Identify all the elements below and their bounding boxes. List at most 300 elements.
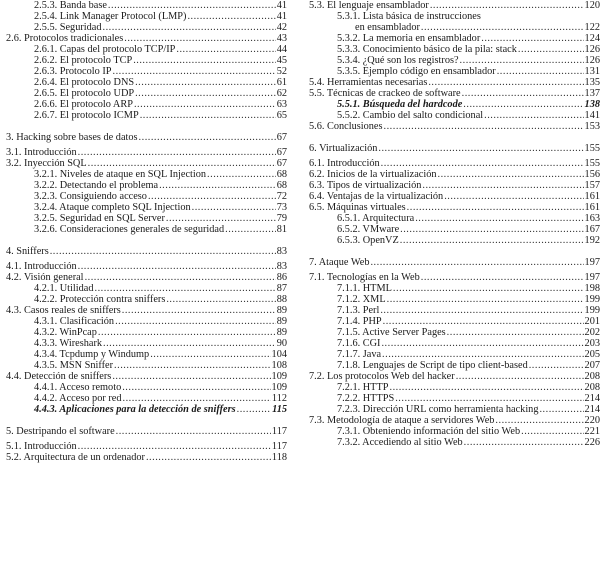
- toc-page-number: 157: [584, 180, 600, 191]
- toc-entry-title: 2.5.4. Link Manager Protocol (LMP): [34, 11, 187, 22]
- dot-leader: [187, 11, 275, 22]
- toc-entry[interactable]: [0, 360, 287, 371]
- toc-entry[interactable]: [303, 121, 600, 132]
- toc-entry-title: 2.6. Protocolos tradicionales: [6, 33, 124, 44]
- toc-entry[interactable]: [303, 316, 600, 327]
- toc-page-number: 141: [584, 110, 600, 121]
- dot-leader: [484, 110, 583, 121]
- toc-chapter-entry[interactable]: [0, 246, 287, 257]
- toc-entry[interactable]: [303, 415, 600, 426]
- dot-leader: [447, 327, 584, 338]
- toc-page-number: 202: [584, 327, 600, 338]
- toc-entry[interactable]: [0, 88, 287, 99]
- toc-entry-title: 5.6. Conclusiones: [309, 121, 383, 132]
- toc-entry[interactable]: [0, 283, 287, 294]
- toc-entry[interactable]: [0, 11, 287, 22]
- toc-entry-title: 7.2.2. HTTPS: [337, 393, 395, 404]
- toc-entry-title: 4.3.1. Clasificación: [34, 316, 115, 327]
- toc-entry[interactable]: [0, 404, 287, 415]
- toc-page-number: 117: [271, 441, 287, 452]
- toc-page-number: 221: [584, 426, 600, 437]
- dot-leader: [381, 158, 584, 169]
- toc-entry-title: 5.5. Técnicas de crackeo de software: [309, 88, 461, 99]
- toc-entry-title: 6.1. Introducción: [309, 158, 380, 169]
- dot-leader: [381, 338, 583, 349]
- toc-entry-title: 2.6.3. Protocolo IP: [34, 66, 112, 77]
- toc-page-number: 135: [584, 77, 600, 88]
- toc-entry-title: 3.2.1. Niveles de ataque en SQL Injection: [34, 169, 207, 180]
- toc-page-number: 214: [584, 393, 600, 404]
- toc-page-number: 52: [276, 66, 287, 77]
- toc-entry[interactable]: [0, 213, 287, 224]
- toc-entry-title: 4. Sniffers: [6, 246, 49, 257]
- toc-entry-title: 4.4. Detección de sniffers: [6, 371, 112, 382]
- toc-page-number: 207: [584, 360, 600, 371]
- dot-leader: [421, 22, 584, 33]
- dot-leader: [383, 316, 584, 327]
- toc-entry-title: 6. Virtualización: [309, 143, 378, 154]
- toc-entry-title: 3.1. Introducción: [6, 147, 77, 158]
- toc-entry-title: 4.1. Introducción: [6, 261, 77, 272]
- toc-chapter-entry[interactable]: [303, 143, 600, 154]
- dot-leader: [114, 360, 271, 371]
- toc-entry-title: 7.3.2. Accediendo al sitio Web: [337, 437, 463, 448]
- toc-entry[interactable]: [303, 294, 600, 305]
- toc-entry[interactable]: [303, 349, 600, 360]
- toc-entry-title: 3.2.4. Ataque completo SQL Injection: [34, 202, 191, 213]
- dot-leader: [140, 110, 276, 121]
- toc-entry[interactable]: [0, 327, 287, 338]
- toc-page-number: 198: [584, 283, 600, 294]
- toc-page-number: 167: [584, 224, 600, 235]
- toc-entry-title: 6.3. Tipos de virtualización: [309, 180, 422, 191]
- toc-page-number: 87: [276, 283, 287, 294]
- dot-leader: [422, 180, 583, 191]
- toc-entry[interactable]: [303, 272, 600, 283]
- toc-page-number: 63: [276, 99, 287, 110]
- toc-entry-title: 5.2. Arquitectura de un ordenador: [6, 452, 145, 463]
- dot-leader: [122, 305, 276, 316]
- dot-leader: [464, 437, 584, 448]
- dot-leader: [438, 169, 584, 180]
- toc-entry-title: 2.6.5. El protocolo UDP: [34, 88, 135, 99]
- toc-page-number: 197: [584, 272, 600, 283]
- toc-entry-title: 4.2.1. Utilidad: [34, 283, 94, 294]
- toc-entry[interactable]: [303, 191, 600, 202]
- dot-leader: [462, 88, 584, 99]
- toc-entry-title: 5.3.4. ¿Qué son los registros?: [337, 55, 459, 66]
- toc-entry-title: 7.3.1. Obteniendo información del sitio Web: [337, 426, 521, 437]
- toc-page-number: 124: [584, 33, 600, 44]
- toc-chapter-entry[interactable]: [0, 426, 287, 437]
- toc-page-number: 155: [584, 143, 600, 154]
- toc-entry[interactable]: [0, 305, 287, 316]
- toc-entry-title: 7.3. Metodología de ataque a servidores Web: [309, 415, 495, 426]
- toc-entry-title: 6.2. Inicios de la virtualización: [309, 169, 437, 180]
- toc-entry-title: 2.5.5. Seguridad: [34, 22, 102, 33]
- dot-leader: [159, 180, 276, 191]
- dot-leader: [98, 327, 276, 338]
- toc-page-number: 205: [584, 349, 600, 360]
- toc-entry-title: 4.2.2. Protección contra sniffers: [34, 294, 166, 305]
- dot-leader: [407, 202, 584, 213]
- dot-leader: [400, 235, 584, 246]
- dot-leader: [378, 143, 583, 154]
- toc-page-number: 161: [584, 191, 600, 202]
- toc-entry-title: 4.3.2. WinPcap: [34, 327, 97, 338]
- toc-entry-title: 4.4.3. Aplicaciones para la detección de sniffers: [34, 404, 236, 415]
- toc-page-number: 197: [584, 257, 600, 268]
- toc-entry-title: 7.1.3. Perl: [337, 305, 380, 316]
- toc-entry-title: 2.6.7. El protocolo ICMP: [34, 110, 139, 121]
- toc-entry-title: 6.5.3. OpenVZ: [337, 235, 399, 246]
- toc-page-number: 72: [276, 191, 287, 202]
- section-spacer: [0, 415, 287, 426]
- toc-page-number: 220: [584, 415, 600, 426]
- toc-entry[interactable]: [0, 99, 287, 110]
- toc-entry[interactable]: [303, 404, 600, 415]
- toc-page-number: 89: [276, 327, 287, 338]
- toc-entry-title: 4.2. Visión general: [6, 272, 84, 283]
- dot-leader: [166, 213, 276, 224]
- dot-leader: [207, 169, 276, 180]
- dot-leader: [384, 121, 584, 132]
- toc-page-number: 68: [276, 169, 287, 180]
- dot-leader: [166, 294, 275, 305]
- dot-leader: [176, 44, 275, 55]
- dot-leader: [370, 257, 583, 268]
- toc-entry-title: 3.2.2. Detectando el problema: [34, 180, 159, 191]
- toc-entry-title: 2.6.2. El protocolo TCP: [34, 55, 133, 66]
- dot-leader: [108, 0, 276, 11]
- dot-leader: [456, 371, 584, 382]
- dot-leader: [481, 33, 583, 44]
- toc-page-number: 108: [271, 360, 287, 371]
- toc-entry[interactable]: [0, 224, 287, 235]
- toc-entry-title: 7.1.1. HTML: [337, 283, 392, 294]
- toc-page-number: 118: [271, 452, 287, 463]
- toc-entry[interactable]: [303, 33, 600, 44]
- toc-entry[interactable]: [303, 283, 600, 294]
- dot-leader: [103, 338, 276, 349]
- toc-entry-title: en ensamblador: [355, 22, 420, 33]
- toc-page-number: 86: [276, 272, 287, 283]
- toc-entry-title: 4.4.1. Acceso remoto: [34, 382, 122, 393]
- toc-entry[interactable]: [0, 349, 287, 360]
- dot-leader: [88, 158, 276, 169]
- toc-entry-title: 4.3.4. Tcpdump y Windump: [34, 349, 150, 360]
- toc-page-number: 81: [276, 224, 287, 235]
- toc-page-number: 214: [584, 404, 600, 415]
- toc-page-number: 45: [276, 55, 287, 66]
- toc-entry[interactable]: [303, 327, 600, 338]
- toc-page-number: 61: [276, 77, 287, 88]
- dot-leader: [400, 224, 583, 235]
- toc-entry[interactable]: [303, 426, 600, 437]
- toc-entry[interactable]: [303, 305, 600, 316]
- toc-page-number: 67: [276, 132, 287, 143]
- toc-page-number: 73: [276, 202, 287, 213]
- dot-leader: [135, 88, 276, 99]
- toc-page-number: 192: [584, 235, 600, 246]
- dot-leader: [539, 404, 583, 415]
- toc-entry[interactable]: [303, 213, 600, 224]
- toc-entry-title: 6.5.1. Arquitectura: [337, 213, 415, 224]
- toc-entry[interactable]: [0, 180, 287, 191]
- dot-leader: [50, 246, 276, 257]
- dot-leader: [225, 224, 276, 235]
- toc-page-number: 109: [271, 371, 287, 382]
- toc-page-number: 120: [584, 0, 600, 11]
- toc-entry-title: 2.6.6. El protocolo ARP: [34, 99, 133, 110]
- toc-page-number: 83: [276, 261, 287, 272]
- dot-leader: [192, 202, 276, 213]
- dot-leader: [103, 22, 276, 33]
- toc-entry[interactable]: [303, 202, 600, 213]
- toc-entry-title: 6.5. Máquinas virtuales: [309, 202, 406, 213]
- toc-entry[interactable]: [303, 393, 600, 404]
- toc-entry-title: 2.6.4. El protocolo DNS: [34, 77, 135, 88]
- toc-entry[interactable]: [303, 371, 600, 382]
- toc-entry[interactable]: [303, 110, 600, 121]
- toc-page-number: 62: [276, 88, 287, 99]
- toc-chapter-entry[interactable]: [303, 257, 600, 268]
- dot-leader: [237, 404, 271, 415]
- dot-leader: [150, 349, 270, 360]
- dot-leader: [495, 415, 583, 426]
- toc-page-number: 83: [276, 246, 287, 257]
- toc-entry[interactable]: [303, 22, 600, 33]
- dot-leader: [390, 382, 584, 393]
- toc-page-number: 163: [584, 213, 600, 224]
- toc-page-number: 122: [584, 22, 600, 33]
- toc-page-number: 155: [584, 158, 600, 169]
- toc-entry[interactable]: [0, 382, 287, 393]
- dot-leader: [387, 294, 584, 305]
- toc-entry[interactable]: [0, 371, 287, 382]
- dot-leader: [529, 360, 584, 371]
- toc-entry-title: 5.3.3. Conocimiento básico de la pila: stack: [337, 44, 517, 55]
- dot-leader: [463, 99, 583, 110]
- toc-page-number: 88: [276, 294, 287, 305]
- toc-entry[interactable]: [0, 147, 287, 158]
- toc-entry-title: 6.5.2. VMware: [337, 224, 400, 235]
- toc-entry[interactable]: [303, 437, 600, 448]
- toc-page-number: 226: [584, 437, 600, 448]
- toc-page-number: 67: [276, 158, 287, 169]
- dot-leader: [78, 441, 271, 452]
- toc-entry[interactable]: [0, 202, 287, 213]
- toc-page-number: 201: [584, 316, 600, 327]
- toc-column-right: [303, 0, 600, 448]
- toc-page-number: 138: [584, 99, 600, 110]
- toc-page-number: 117: [271, 426, 287, 437]
- toc-entry-title: 5.3. El lenguaje ensamblador: [309, 0, 429, 11]
- toc-entry[interactable]: [0, 0, 287, 11]
- toc-entry[interactable]: [0, 44, 287, 55]
- dot-leader: [78, 147, 276, 158]
- toc-entry-title: 3.2. Inyección SQL: [6, 158, 87, 169]
- toc-entry-title: 7.2.1. HTTP: [337, 382, 389, 393]
- toc-page-number: 44: [276, 44, 287, 55]
- dot-leader: [113, 66, 276, 77]
- toc-entry[interactable]: [303, 180, 600, 191]
- toc-entry-title: 5.3.1. Lista básica de instrucciones: [337, 11, 481, 22]
- toc-entry-title: 3. Hacking sobre bases de datos: [6, 132, 138, 143]
- toc-entry[interactable]: [0, 272, 287, 283]
- dot-leader: [444, 191, 583, 202]
- toc-page-number: 89: [276, 316, 287, 327]
- dot-leader: [112, 371, 270, 382]
- toc-column-left: [0, 0, 287, 463]
- toc-page-number: 42: [276, 22, 287, 33]
- toc-entry[interactable]: [303, 11, 600, 22]
- toc-entry-title: 4.3.5. MSN Sniffer: [34, 360, 114, 371]
- dot-leader: [78, 261, 276, 272]
- section-spacer: [0, 235, 287, 246]
- dot-leader: [460, 55, 584, 66]
- toc-entry[interactable]: [303, 44, 600, 55]
- toc-entry-title: 5.3.5. Ejemplo código en ensamblador: [337, 66, 496, 77]
- toc-entry-title: 7.1.5. Active Server Pages: [337, 327, 446, 338]
- dot-leader: [148, 191, 276, 202]
- toc-entry-title: 4.4.2. Acceso por red: [34, 393, 122, 404]
- dot-leader: [497, 66, 584, 77]
- toc-entry[interactable]: [303, 55, 600, 66]
- toc-entry[interactable]: [303, 158, 600, 169]
- toc-page-number: 65: [276, 110, 287, 121]
- toc-entry-title: 3.2.6. Consideraciones generales de seguridad: [34, 224, 225, 235]
- toc-entry-title: 5.5.2. Cambio del salto condicional: [337, 110, 484, 121]
- dot-leader: [123, 393, 271, 404]
- dot-leader: [85, 272, 276, 283]
- toc-entry-title: 7.1. Tecnologías en la Web: [309, 272, 420, 283]
- toc-entry[interactable]: [0, 338, 287, 349]
- dot-leader: [139, 132, 276, 143]
- toc-page-number: 43: [276, 33, 287, 44]
- toc-entry[interactable]: [0, 77, 287, 88]
- toc-entry-title: 2.6.1. Capas del protocolo TCP/IP: [34, 44, 176, 55]
- toc-entry[interactable]: [0, 261, 287, 272]
- dot-leader: [428, 77, 583, 88]
- toc-entry[interactable]: [303, 88, 600, 99]
- toc-entry-title: 5.1. Introducción: [6, 441, 77, 452]
- dot-leader: [95, 283, 276, 294]
- toc-entry-title: 7.2. Los protocolos Web del hacker: [309, 371, 455, 382]
- toc-entry[interactable]: [303, 66, 600, 77]
- toc-entry-title: 3.2.5. Seguridad en SQL Server: [34, 213, 165, 224]
- toc-entry-title: 5. Destripando el software: [6, 426, 115, 437]
- toc-entry-title: 5.5.1. Búsqueda del hardcode: [337, 99, 463, 110]
- toc-chapter-entry[interactable]: [0, 132, 287, 143]
- toc-entry[interactable]: [0, 441, 287, 452]
- toc-page-number: 137: [584, 88, 600, 99]
- section-spacer: [0, 121, 287, 132]
- dot-leader: [415, 213, 583, 224]
- toc-entry-title: 6.4. Ventajas de la virtualización: [309, 191, 444, 202]
- toc-entry-title: 4.3. Casos reales de sniffers: [6, 305, 121, 316]
- toc-entry[interactable]: [0, 169, 287, 180]
- toc-entry[interactable]: [303, 235, 600, 246]
- toc-page-number: 41: [276, 0, 287, 11]
- toc-entry-title: 2.5.3. Banda base: [34, 0, 107, 11]
- toc-entry-title: 7.1.4. PHP: [337, 316, 382, 327]
- toc-page-number: 89: [276, 305, 287, 316]
- toc-entry[interactable]: [0, 316, 287, 327]
- dot-leader: [518, 44, 584, 55]
- toc-page-number: 68: [276, 180, 287, 191]
- toc-page-number: 126: [584, 55, 600, 66]
- dot-leader: [116, 426, 271, 437]
- dot-leader: [122, 382, 270, 393]
- toc-page-number: 131: [584, 66, 600, 77]
- dot-leader: [395, 393, 583, 404]
- dot-leader: [146, 452, 271, 463]
- toc-entry-title: 4.3.3. Wireshark: [34, 338, 103, 349]
- toc-entry-title: 7.1.7. Java: [337, 349, 382, 360]
- toc-entry[interactable]: [0, 158, 287, 169]
- toc-entry-title: 7. Ataque Web: [309, 257, 370, 268]
- toc-entry[interactable]: [0, 33, 287, 44]
- toc-entry[interactable]: [0, 452, 287, 463]
- dot-leader: [134, 99, 276, 110]
- toc-entry-title: 7.1.6. CGI: [337, 338, 381, 349]
- toc-entry[interactable]: [303, 338, 600, 349]
- toc-entry[interactable]: [303, 360, 600, 371]
- dot-leader: [133, 55, 276, 66]
- dot-leader: [124, 33, 275, 44]
- toc-entry-title: 7.1.2. XML: [337, 294, 386, 305]
- toc-page-number: 203: [584, 338, 600, 349]
- dot-leader: [135, 77, 276, 88]
- toc-entry[interactable]: [0, 191, 287, 202]
- toc-entry[interactable]: [303, 99, 600, 110]
- toc-entry-title: 7.2.3. Dirección URL como herramienta hacking: [337, 404, 539, 415]
- toc-entry-title: 7.1.8. Lenguajes de Script de tipo client-based: [337, 360, 528, 371]
- toc-page-number: 199: [584, 294, 600, 305]
- toc-entry[interactable]: [303, 169, 600, 180]
- dot-leader: [421, 272, 584, 283]
- dot-leader: [430, 0, 584, 11]
- section-spacer: [303, 132, 600, 143]
- toc-entry[interactable]: [303, 0, 600, 11]
- toc-page-number: 161: [584, 202, 600, 213]
- toc-page-number: 79: [276, 213, 287, 224]
- dot-leader: [382, 349, 584, 360]
- toc-entry[interactable]: [303, 382, 600, 393]
- toc-entry[interactable]: [303, 77, 600, 88]
- toc-entry[interactable]: [303, 224, 600, 235]
- toc-page-number: 115: [272, 404, 287, 415]
- toc-page-number: 90: [276, 338, 287, 349]
- toc-entry-title: 5.4. Herramientas necesarias: [309, 77, 428, 88]
- toc-entry[interactable]: [0, 393, 287, 404]
- toc-entry[interactable]: [0, 22, 287, 33]
- toc-page-number: 67: [276, 147, 287, 158]
- toc-entry[interactable]: [0, 55, 287, 66]
- toc-page-number: 109: [271, 382, 287, 393]
- toc-page-number: 112: [271, 393, 287, 404]
- toc-page-number: 153: [584, 121, 600, 132]
- toc-page-number: 104: [271, 349, 287, 360]
- toc-entry[interactable]: [0, 294, 287, 305]
- toc-page-number: 126: [584, 44, 600, 55]
- toc-entry[interactable]: [0, 110, 287, 121]
- dot-leader: [380, 305, 583, 316]
- toc-page-number: 156: [584, 169, 600, 180]
- toc-entry[interactable]: [0, 66, 287, 77]
- toc-entry-title: 3.2.3. Consiguiendo acceso: [34, 191, 147, 202]
